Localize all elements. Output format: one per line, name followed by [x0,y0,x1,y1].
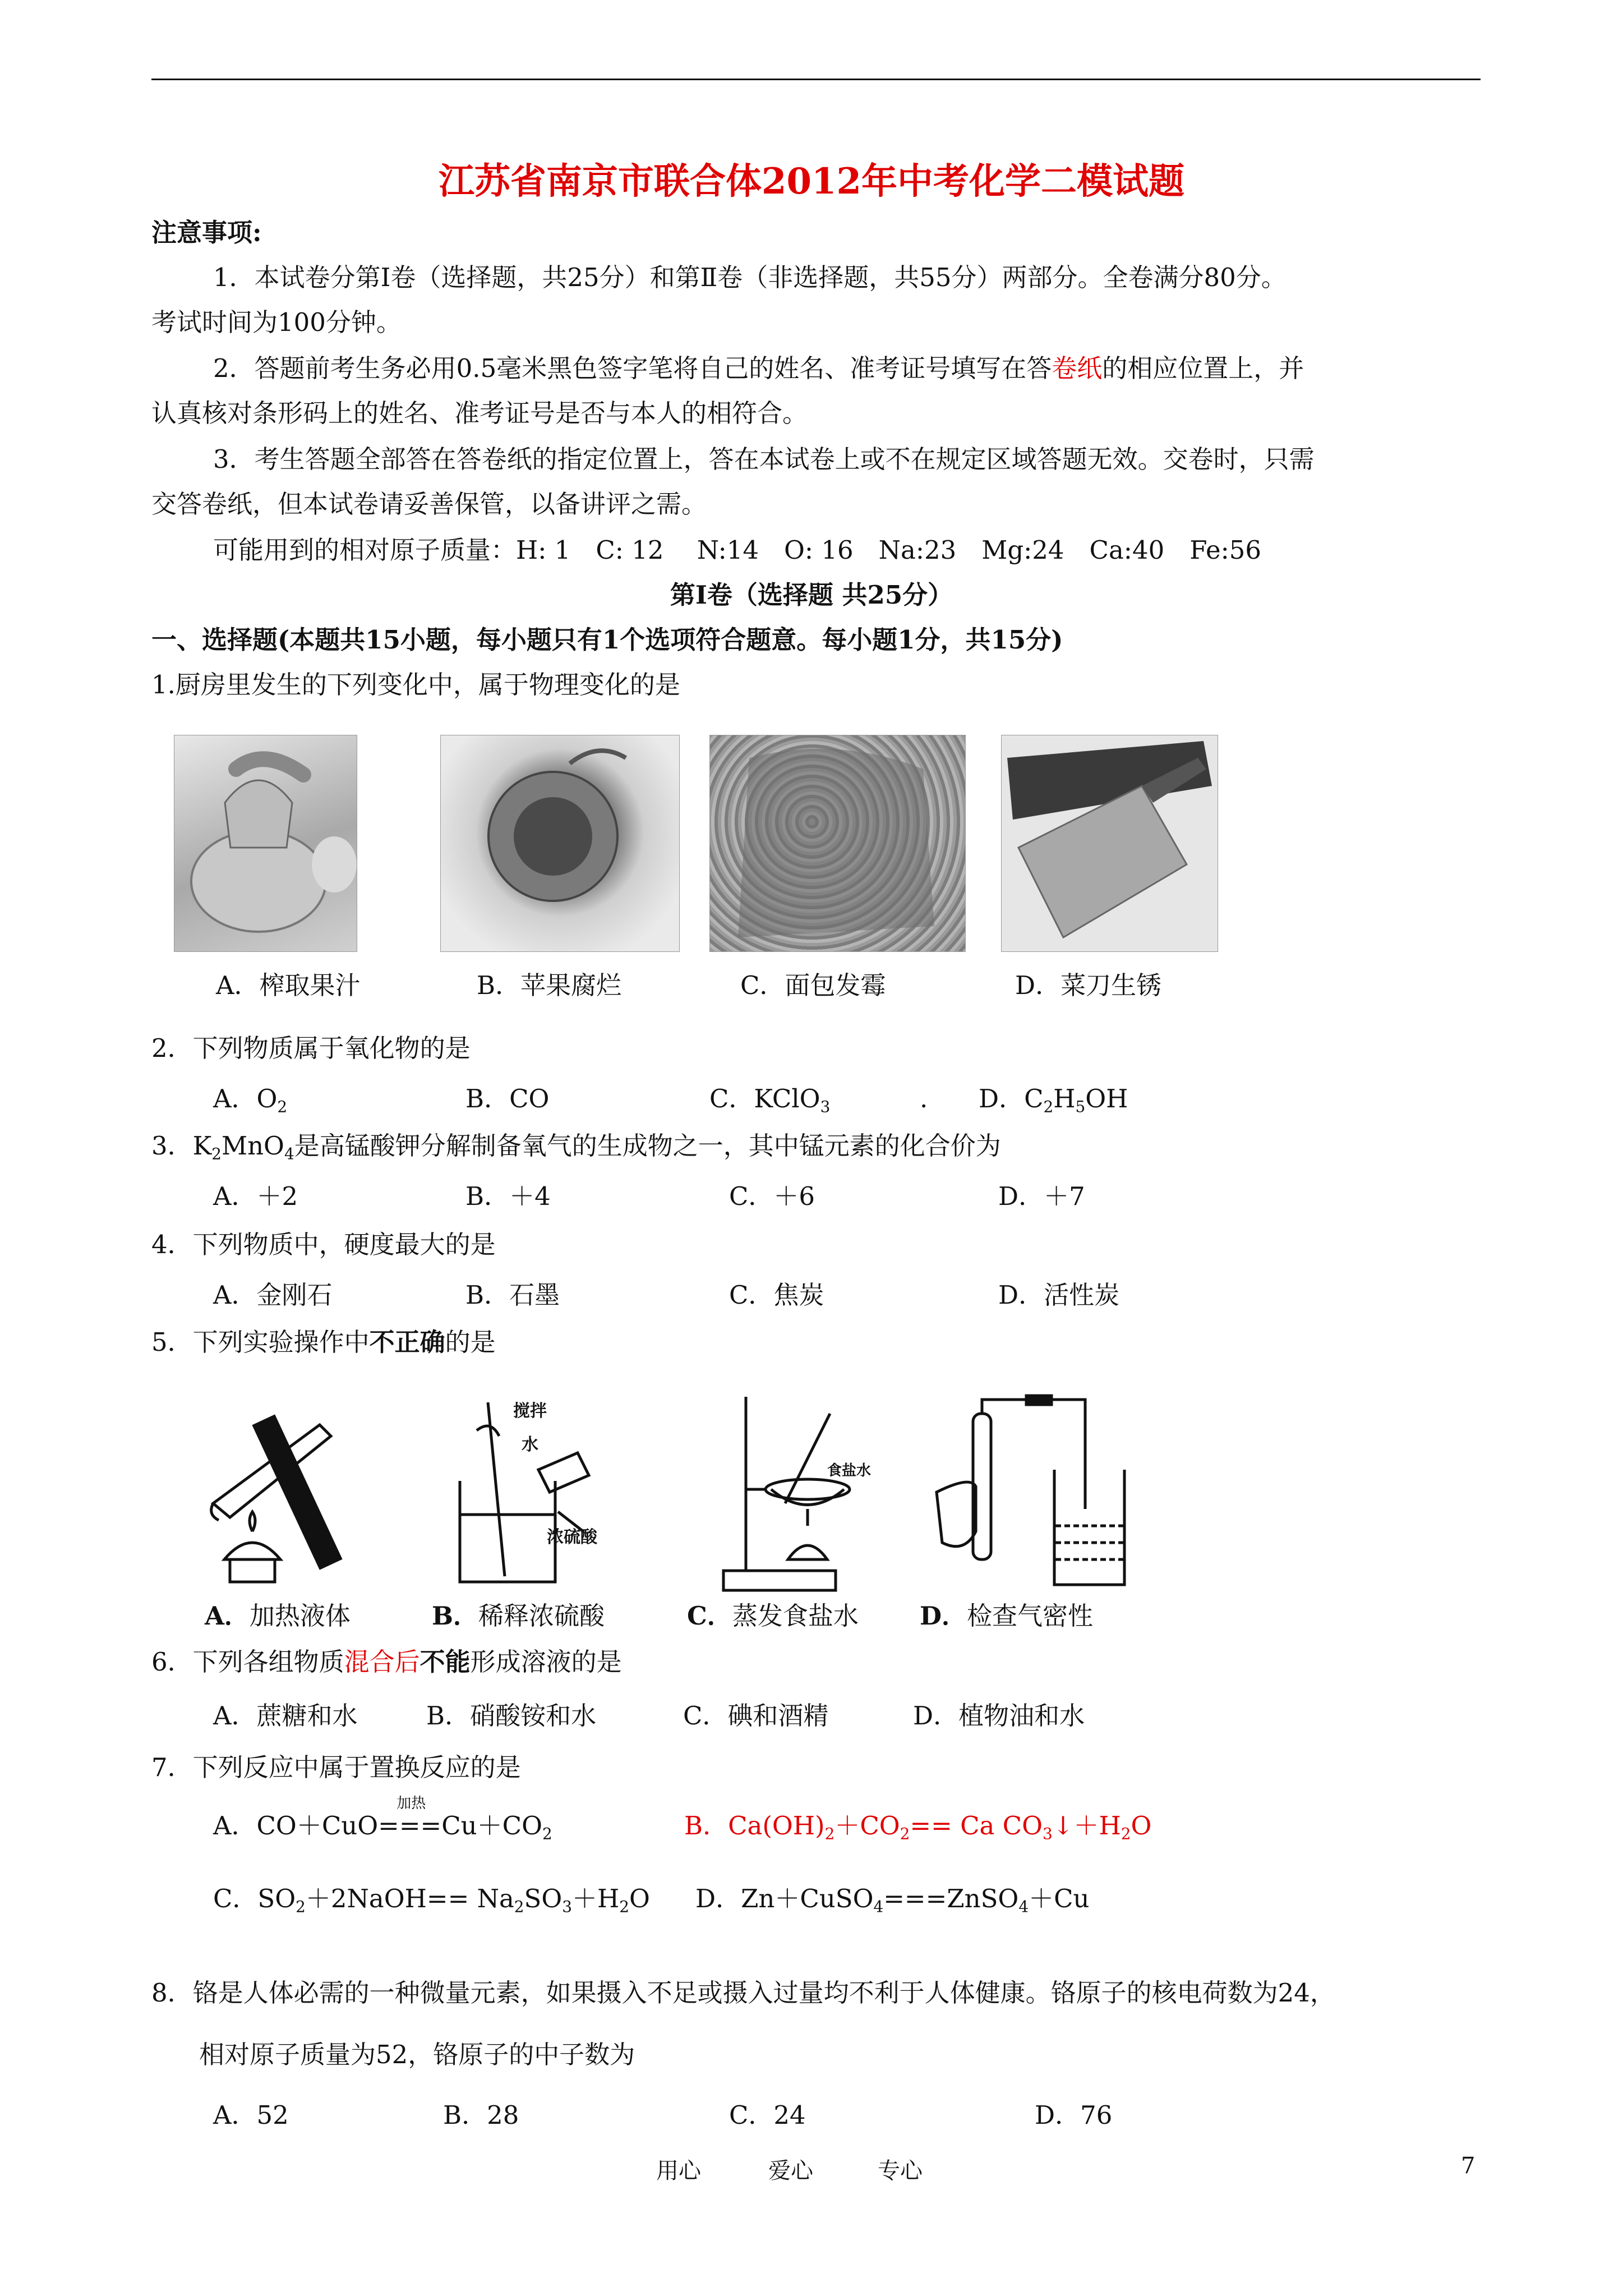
moldy-bread-photo [709,735,966,952]
diluting-acid-diagram [437,1391,623,1593]
q2-option-a: A．$O_2$ [213,1084,288,1116]
q4-option-b: B．石墨 [465,1280,560,1310]
note-3-cont: 交答卷纸，但本试卷请妥善保管，以备讲评之需。 [151,489,707,519]
rotten-apple-photo [440,735,680,952]
q5-option-d: D．检查气密性 [920,1601,1094,1631]
q1-option-d: D．菜刀生锈 [1015,970,1162,1000]
heating-liquid-diagram [191,1391,376,1593]
q5-option-b: B．稀释浓硫酸 [432,1601,605,1631]
part-heading: 一、选择题(本题共15小题，每小题只有1个选项符合题意。每小题1分，共15分) [151,625,1063,655]
header-rule [151,79,1481,80]
q7-option-a: A．CO＋CuO=== 加热 $Cu+CO_2$ [213,1795,552,1843]
q7-option-d: D．Zn＋CuSO$_4$===ZnSO$_4$＋Cu [695,1884,1090,1916]
q2-option-c: C．KClO$_3$ [709,1084,831,1116]
q1-option-a: A．榨取果汁 [216,970,361,1000]
rusty-knife-photo [1001,735,1218,952]
q2-stem: 2．下列物质属于氧化物的是 [151,1033,471,1063]
juicer-photo [174,735,357,952]
q4-option-a: A．金刚石 [213,1280,333,1310]
q6-option-a: A．蔗糖和水 [213,1701,358,1731]
q8-option-b: B．28 [443,2100,519,2130]
q8-stem: 8．铬是人体必需的一种微量元素，如果摄入不足或摄入过量均不利于人体健康。铬原子的核电荷数为24， [151,1978,1335,2008]
evaporation-diagram [718,1391,903,1593]
q1-option-b: B．苹果腐烂 [477,970,622,1000]
q1-option-c: C．面包发霉 [740,970,886,1000]
q5-option-a: A．加热液体 [205,1601,351,1631]
q8-option-d: D．76 [1035,2100,1113,2130]
q6-stem: 6．下列各组物质混合后不能形成溶液的是 [151,1647,622,1677]
airtightness-diagram [931,1391,1155,1593]
note-2: 2．答题前考生务必用0.5毫米黑色签字笔将自己的姓名、准考证号填写在答卷纸的相应位置上，并 [213,353,1304,383]
q3-option-b: B．＋4 [465,1181,551,1211]
q2-option-d: D．$C_2H_5OH$ [979,1084,1128,1116]
note-2-cont: 认真核对条形码上的姓名、准考证号是否与本人的相符合。 [151,398,808,428]
q7-option-c: C．$SO_2+2NaOH== Na_2SO_3+H_2O$ [213,1884,650,1916]
q3-option-a: A．＋2 [213,1181,298,1211]
section-title: 第Ⅰ卷（选择题 共25分） [670,580,953,610]
footer-motto-1: 用心 [656,2158,701,2184]
q3-option-c: C．＋6 [729,1181,815,1211]
q7-stem: 7．下列反应中属于置换反应的是 [151,1752,521,1782]
salt-water-label: 食盐水 [827,1462,872,1479]
stir-label: 搅拌 [513,1401,547,1421]
notes-heading: 注意事项: [151,218,262,247]
footer-motto-3: 专心 [878,2158,923,2184]
page-number: 7 [1461,2153,1476,2179]
q6-option-b: B．硝酸铵和水 [426,1701,597,1731]
q3-stem: 3．$K_2MnO_4$是高锰酸钾分解制备氧气的生成物之一，其中锰元素的化合价为 [151,1131,1001,1163]
q4-option-c: C．焦炭 [729,1280,824,1310]
stray-dot: . [920,1084,928,1114]
q5-stem: 5．下列实验操作中不正确的是 [151,1327,496,1357]
q8-option-a: A．52 [213,2100,289,2130]
q1-stem: 1.厨房里发生的下列变化中，属于物理变化的是 [151,670,680,700]
q8-stem-cont: 相对原子质量为52，铬原子的中子数为 [199,2040,635,2069]
note-1-cont: 考试时间为100分钟。 [151,307,402,337]
atomic-masses: 可能用到的相对原子质量：H: 1 C: 12 N:14 O: 16 Na:23 Mg:24 Ca:40 Fe:56 [213,535,1262,565]
heating-condition: 加热 [396,1795,426,1812]
acid-label: 浓硫酸 [547,1527,597,1547]
q5-option-c: C．蒸发食盐水 [687,1601,859,1631]
note-1: 1．本试卷分第Ⅰ卷（选择题，共25分）和第Ⅱ卷（非选择题，共55分）两部分。全卷满分80分。 [213,263,1287,292]
q6-option-c: C．碘和酒精 [683,1701,829,1731]
page-title: 江苏省南京市联合体2012年中考化学二模试题 [438,160,1185,203]
footer-motto-2: 爱心 [768,2158,813,2184]
q7-option-b: B．$Ca(OH)_2+CO_2== Ca$ $CO_3↓+H_2O$ [684,1811,1152,1843]
q2-option-b: B．CO [465,1084,550,1114]
q8-option-c: C．24 [729,2100,806,2130]
q4-option-d: D．活性炭 [998,1280,1120,1310]
q4-stem: 4．下列物质中，硬度最大的是 [151,1230,496,1259]
note-3: 3．考生答题全部答在答卷纸的指定位置上，答在本试卷上或不在规定区域答题无效。交卷时，只需 [213,444,1315,474]
water-label: 水 [522,1435,538,1455]
q6-option-d: D．植物油和水 [913,1701,1085,1731]
q3-option-d: D．＋7 [998,1181,1085,1211]
